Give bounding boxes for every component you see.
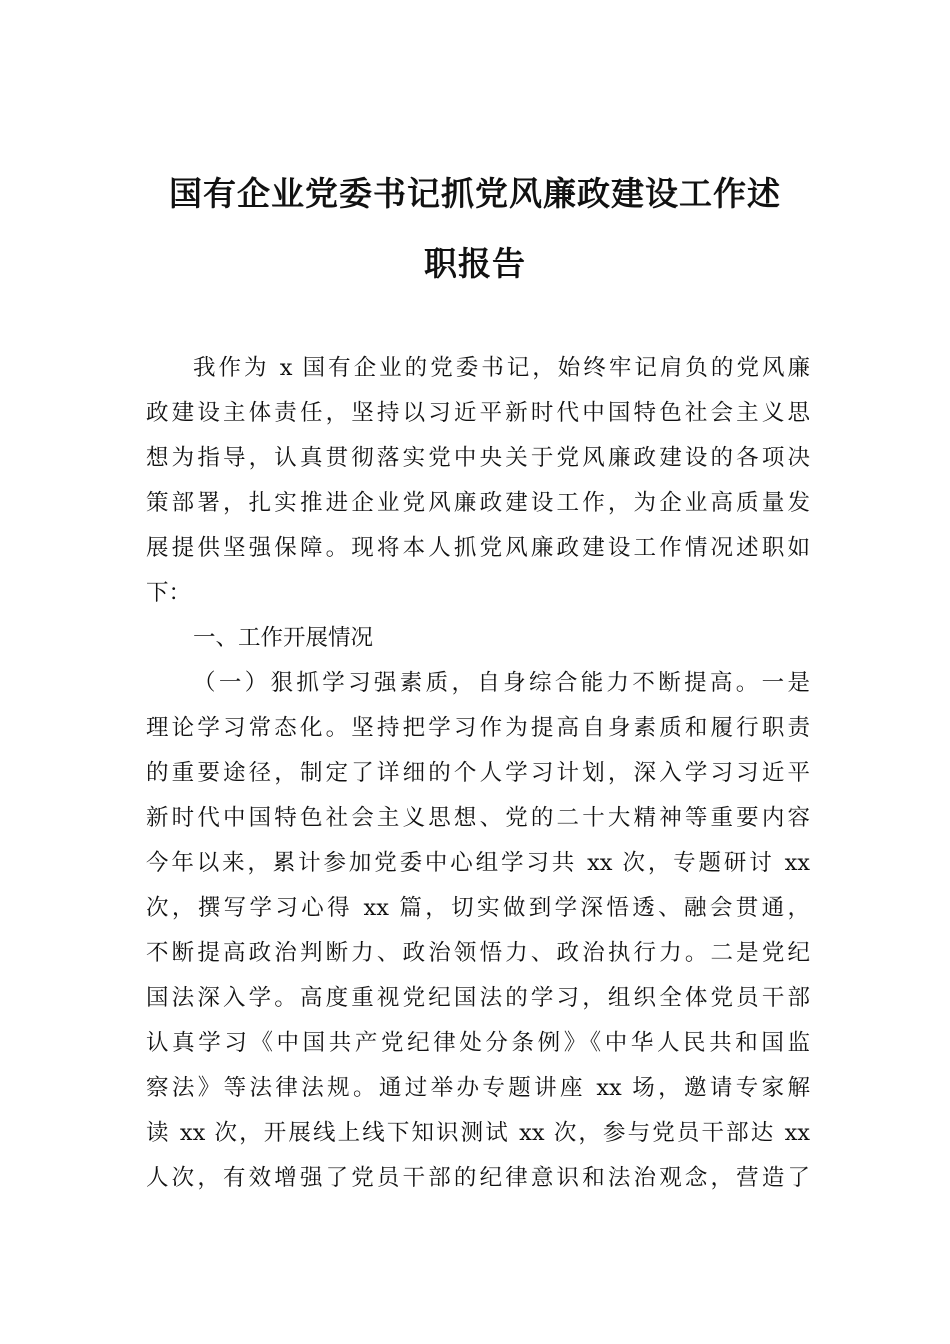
subsection-paragraph-line: 新时代中国特色社会主义思想、党的二十大精神等重要内容 <box>146 805 810 831</box>
subsection-paragraph-line: 国法深入学。高度重视党纪国法的学习，组织全体党员干部 <box>146 985 810 1011</box>
document-title-line-1: 国有企业党委书记抓党风廉政建设工作述 <box>169 174 781 213</box>
subsection-paragraph-line: 理论学习常态化。坚持把学习作为提高自身素质和履行职责 <box>146 715 810 741</box>
subsection-paragraph-line: 不断提高政治判断力、政治领悟力、政治执行力。二是党纪 <box>146 940 810 966</box>
intro-paragraph-line: 想为指导，认真贯彻落实党中央关于党风廉政建设的各项决 <box>146 445 810 471</box>
subsection-paragraph-line: 认真学习《中国共产党纪律处分条例》《中华人民共和国监 <box>146 1030 810 1056</box>
intro-paragraph-line: 我作为 x 国有企业的党委书记，始终牢记肩负的党风廉 <box>193 355 810 381</box>
intro-paragraph-line: 策部署，扎实推进企业党风廉政建设工作，为企业高质量发 <box>146 490 810 516</box>
subsection-paragraph-line: 次，撰写学习心得 xx 篇，切实做到学深悟透、融会贯通， <box>146 895 810 921</box>
subsection-paragraph-line: 察法》等法律法规。通过举办专题讲座 xx 场，邀请专家解 <box>146 1075 810 1101</box>
subsection-paragraph-line: 的重要途径，制定了详细的个人学习计划，深入学习习近平 <box>146 760 810 786</box>
subsection-paragraph-line: 今年以来，累计参加党委中心组学习共 xx 次，专题研讨 xx <box>146 850 810 876</box>
intro-paragraph-line: 政建设主体责任，坚持以习近平新时代中国特色社会主义思 <box>146 400 810 426</box>
subsection-paragraph-line: （一）狠抓学习强素质，自身综合能力不断提高。一是 <box>193 670 810 696</box>
subsection-paragraph-line: 人次，有效增强了党员干部的纪律意识和法治观念，营造了 <box>146 1165 810 1191</box>
intro-paragraph-line: 下： <box>146 580 192 606</box>
document-title-line-2: 职报告 <box>424 244 526 283</box>
section-heading: 一、工作开展情况 <box>193 625 374 651</box>
intro-paragraph-line: 展提供坚强保障。现将本人抓党风廉政建设工作情况述职如 <box>146 535 810 561</box>
subsection-paragraph-line: 读 xx 次，开展线上线下知识测试 xx 次，参与党员干部达 xx <box>146 1120 810 1146</box>
